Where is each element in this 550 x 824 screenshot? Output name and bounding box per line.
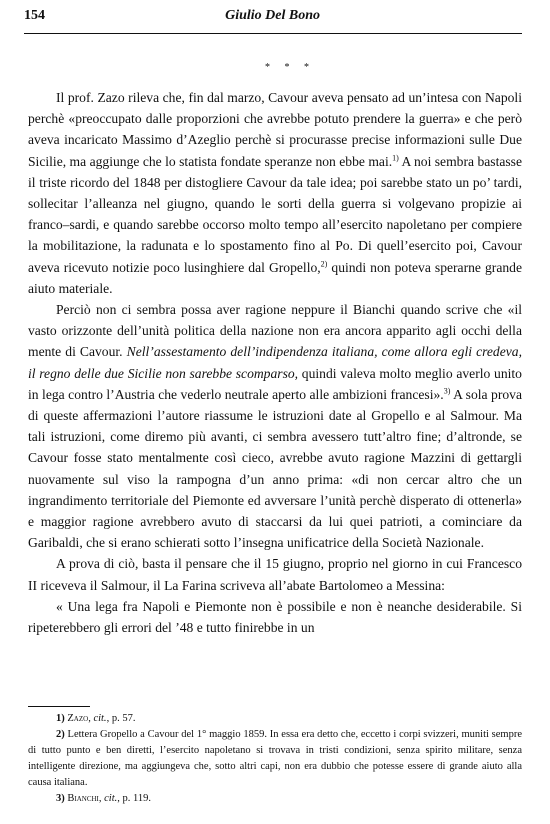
footnote-ref: cit. (104, 793, 118, 804)
header-rule (24, 33, 522, 34)
italic-quote: Nell’assestamento dell’indipendenza italiana, come allora egli credeva, il regno delle due Sicilie non sarebbe scomparso, (28, 344, 522, 381)
footnote-text: Lettera Gropello a Cavour del 1° maggio 1859. In essa era detto che, eccetto i corpi svizzeri, muniti sempre di tutto punto e ben diretti, l’esercito napoletano si trovava in tristi condizioni, senza spirito militare, senza intelligente direzione, ma aggiungeva che, sotto altri capi, non era dubbio che potesse essere di grande aiuto alla causa italiana. (28, 729, 523, 788)
footnote: 3) Bianchi, cit., p. 119. (56, 793, 151, 804)
footnote-number: 2) (56, 729, 65, 740)
paragraph (28, 596, 522, 638)
paragraph (28, 87, 522, 299)
paragraph-text: Perciò non ci sembra possa aver ragione neppure il Bianchi quando scrive che «il vasto orizzonte dell’unità politica della nazione non era ancora apparito agli occhi della mente di Cavour. (28, 302, 522, 360)
footnote-text: , p. 57. (106, 713, 136, 724)
footnote: 1) Zazo, cit., p. 57. (56, 713, 136, 724)
paragraph-text: A prova di ciò, basta il pensare che il 15 giugno, proprio nel giorno in cui Francesco II riceveva il Salmour, il La Farina scriveva all’abate Bartolomeo a Messina: (28, 556, 522, 593)
paragraph-text: quindi valeva molto meglio averlo unito in lega contro l’Austria che vederlo neutrale aperto alle ambizioni francesi». (28, 365, 522, 402)
running-title: Giulio Del Bono (225, 8, 320, 23)
page-number: 154 (24, 8, 45, 23)
footnote-marker: 3) (443, 386, 451, 396)
paragraph-text: Il prof. Zazo rileva che, fin dal marzo, Cavour aveva pensato ad un’intesa con Napoli perchè «preoccupato dalle proporzioni che avrebbe potuto prendere la guerra» e che però aveva incaricato Massimo d’Azeglio perchè si procurasse precise informazioni sulle Due Sicilie, ma aggiunge che lo statista fondate speranze non ebbe mai. (28, 90, 522, 169)
paragraph-text: « Una lega fra Napoli e Piemonte non è possibile e non è neanche desiderabile. Si ripeterebbero gli errori del ’48 e tutto finirebbe in un (28, 598, 522, 636)
footnotes (28, 711, 522, 807)
footnote-marker: 2) (320, 259, 328, 269)
paragraph (28, 553, 522, 595)
footnote-author: Zazo (67, 713, 89, 724)
paragraph-text: A sola prova di queste affermazioni l’autore riassume le istruzioni date al Gropello e al Salmour. Ma tali istruzioni, come diremo più avanti, ci sembra avessero tutt’altro fine; d’altronde, se Cavour fosse stato mentalmente così cieco, avrebbe avuto ragione Mazzini di gettargli nuovamente sul viso la rampogna d’un anno prima: «di non cercar altro che un ingrandimento territoriale del Piemonte ed avversare l’unità perchè disperato di ottenerla» e maggior ragione avrebbero avuto di staccarsi da lui quei patrioti, a cominciare da Garibaldi, che si erano schierati sotto l’insegna unificatrice della Società Nazionale. (28, 386, 522, 551)
footnote-ref: cit. (93, 713, 107, 724)
footnote-author: Bianchi (67, 793, 99, 804)
section-break: * * * (265, 62, 315, 73)
page-header (24, 8, 510, 32)
paragraph-text: A noi sembra bastasse il triste ricordo del 1848 per distogliere Cavour da tale idea; poi sarebbe stato un po’ tardi, sollecitar l’alleanza nel giugno, quando le sorti della guerra si volgevano propizie ai franco–sardi, e quando sarebbe occorso molto tempo all’esercito napoletano per compiere la mobilitazione, la radunata e lo spostamento fino al Po. Di quell’esercito poi, Cavour aveva ricevuto notizie poco lusinghiere dal Gropello, (28, 153, 522, 275)
paragraph-text: quindi non poteva sperarne grande aiuto materiale. (28, 259, 522, 296)
footnote-number: 3) (56, 793, 65, 804)
main-text (28, 87, 522, 638)
footnote-rule (28, 706, 90, 707)
paragraph (28, 299, 522, 553)
footnote (28, 727, 522, 791)
footnote-number: 1) (56, 713, 65, 724)
footnote-text: , p. 119. (117, 793, 151, 804)
footnote-marker: 1) (392, 153, 399, 163)
